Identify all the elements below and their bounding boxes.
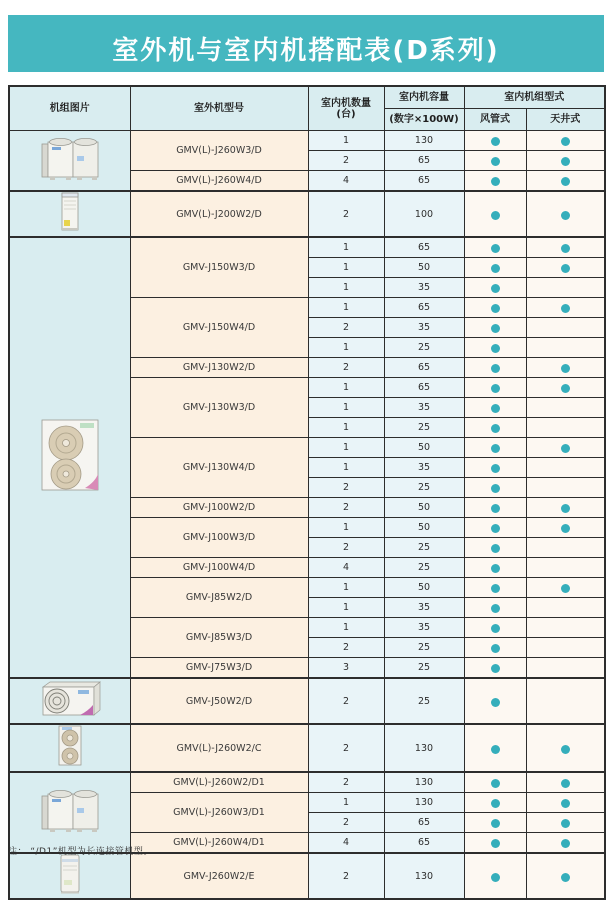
match-dot <box>561 504 570 513</box>
table-header <box>9 86 605 131</box>
cassette-type-cell <box>526 358 605 378</box>
indoor-capacity-cell: 35 <box>384 458 464 478</box>
duct-type-cell <box>464 678 526 724</box>
cassette-type-cell <box>526 618 605 638</box>
match-dot <box>561 873 570 882</box>
duct-type-cell <box>464 191 526 237</box>
match-dot <box>491 444 500 453</box>
duct-type-cell <box>464 258 526 278</box>
indoor-capacity-cell: 25 <box>384 678 464 724</box>
match-dot <box>491 244 500 253</box>
cassette-type-cell <box>526 638 605 658</box>
indoor-qty-cell: 2 <box>308 813 384 833</box>
indoor-capacity-cell: 65 <box>384 378 464 398</box>
col-header-indoor-qty <box>308 86 384 131</box>
table-row <box>9 191 605 237</box>
match-dot <box>491 344 500 353</box>
match-dot <box>561 745 570 754</box>
outdoor-unit-dual-module-icon <box>39 133 101 185</box>
duct-type-cell <box>464 338 526 358</box>
match-dot <box>491 524 500 533</box>
cassette-type-cell <box>526 658 605 679</box>
indoor-capacity-cell: 50 <box>384 578 464 598</box>
indoor-qty-cell: 2 <box>308 191 384 237</box>
indoor-qty-cell: 1 <box>308 458 384 478</box>
indoor-qty-cell: 1 <box>308 131 384 151</box>
match-dot <box>491 424 500 433</box>
indoor-capacity-cell: 65 <box>384 237 464 258</box>
indoor-qty-cell: 2 <box>308 151 384 171</box>
outdoor-model-cell: GMV-J75W3/D <box>130 658 308 679</box>
indoor-capacity-cell: 35 <box>384 398 464 418</box>
indoor-qty-cell: 1 <box>308 237 384 258</box>
match-dot <box>561 364 570 373</box>
indoor-qty-cell: 1 <box>308 418 384 438</box>
outdoor-model-cell: GMV(L)-J260W4/D <box>130 171 308 192</box>
match-dot <box>491 544 500 553</box>
duct-type-cell <box>464 358 526 378</box>
duct-type-cell <box>464 518 526 538</box>
indoor-capacity-cell: 130 <box>384 772 464 793</box>
table-row <box>9 853 605 899</box>
indoor-capacity-cell: 50 <box>384 498 464 518</box>
indoor-capacity-cell: 65 <box>384 151 464 171</box>
table-row <box>9 724 605 772</box>
indoor-capacity-cell: 65 <box>384 171 464 192</box>
match-dot <box>491 779 500 788</box>
cassette-type-cell <box>526 171 605 192</box>
match-dot <box>491 404 500 413</box>
match-dot <box>491 504 500 513</box>
table-row <box>9 678 605 724</box>
cassette-type-cell <box>526 498 605 518</box>
indoor-qty-cell: 1 <box>308 298 384 318</box>
cassette-type-cell <box>526 558 605 578</box>
outdoor-model-cell: GMV-J85W3/D <box>130 618 308 658</box>
outdoor-model-cell: GMV-J130W2/D <box>130 358 308 378</box>
match-dot <box>491 799 500 808</box>
outdoor-unit-dual-module-icon <box>39 785 101 837</box>
match-dot <box>491 157 500 166</box>
match-dot <box>491 584 500 593</box>
cassette-type-cell <box>526 724 605 772</box>
outdoor-unit-stacked-fan-icon <box>53 725 87 767</box>
indoor-qty-cell: 4 <box>308 833 384 854</box>
cassette-type-cell <box>526 518 605 538</box>
outdoor-model-cell: GMV-J130W3/D <box>130 378 308 438</box>
duct-type-cell <box>464 131 526 151</box>
duct-type-cell <box>464 418 526 438</box>
cassette-type-cell <box>526 813 605 833</box>
match-dot <box>491 384 500 393</box>
duct-type-cell <box>464 578 526 598</box>
cassette-type-cell <box>526 378 605 398</box>
indoor-qty-cell: 2 <box>308 358 384 378</box>
unit-image-cell <box>9 131 130 192</box>
indoor-capacity-cell: 35 <box>384 618 464 638</box>
match-dot <box>561 839 570 848</box>
cassette-type-cell <box>526 191 605 237</box>
match-dot <box>491 464 500 473</box>
col-header-indoor-capacity: 室内机容量 <box>384 86 464 109</box>
indoor-capacity-cell: 25 <box>384 478 464 498</box>
match-dot <box>561 524 570 533</box>
cassette-type-cell <box>526 678 605 724</box>
duct-type-cell <box>464 833 526 854</box>
outdoor-model-cell: GMV-J130W4/D <box>130 438 308 498</box>
duct-type-cell <box>464 793 526 813</box>
cassette-type-cell <box>526 438 605 458</box>
match-dot <box>491 698 500 707</box>
duct-type-cell <box>464 438 526 458</box>
match-dot <box>491 604 500 613</box>
match-dot <box>491 137 500 146</box>
duct-type-cell <box>464 598 526 618</box>
col-header-outdoor-model: 室外机型号 <box>130 86 308 131</box>
outdoor-unit-tall-cabinet-icon <box>57 854 83 894</box>
outdoor-model-cell: GMV-J260W2/E <box>130 853 308 899</box>
match-dot <box>491 484 500 493</box>
outdoor-model-cell: GMV-J150W4/D <box>130 298 308 358</box>
indoor-qty-cell: 1 <box>308 518 384 538</box>
col-header-unit-image: 机组图片 <box>9 86 130 131</box>
indoor-qty-cell: 2 <box>308 772 384 793</box>
cassette-type-cell <box>526 151 605 171</box>
col-header-capacity-unit: (数字×100W) <box>384 109 464 131</box>
cassette-type-cell <box>526 318 605 338</box>
match-dot <box>561 137 570 146</box>
table-row <box>9 772 605 793</box>
indoor-qty-cell: 2 <box>308 853 384 899</box>
cassette-type-cell <box>526 578 605 598</box>
outdoor-model-cell: GMV-J150W3/D <box>130 237 308 298</box>
outdoor-model-cell: GMV(L)-J260W2/D1 <box>130 772 308 793</box>
outdoor-model-cell: GMV-J50W2/D <box>130 678 308 724</box>
match-dot <box>561 384 570 393</box>
indoor-qty-cell: 2 <box>308 498 384 518</box>
table-row <box>9 237 605 258</box>
indoor-capacity-cell: 35 <box>384 278 464 298</box>
duct-type-cell <box>464 498 526 518</box>
duct-type-cell <box>464 724 526 772</box>
indoor-capacity-cell: 100 <box>384 191 464 237</box>
footnote: 注： “/D1”机型为长连接管机型。 <box>8 847 153 857</box>
outdoor-model-cell: GMV(L)-J260W2/C <box>130 724 308 772</box>
cassette-type-cell <box>526 833 605 854</box>
match-dot <box>561 584 570 593</box>
outdoor-unit-single-fan-icon <box>38 679 102 719</box>
cassette-type-cell <box>526 598 605 618</box>
indoor-capacity-cell: 50 <box>384 438 464 458</box>
indoor-qty-cell: 1 <box>308 793 384 813</box>
match-dot <box>561 157 570 166</box>
cassette-type-cell <box>526 258 605 278</box>
match-dot <box>561 799 570 808</box>
outdoor-model-cell: GMV(L)-J200W2/D <box>130 191 308 237</box>
outdoor-model-cell: GMV-J100W3/D <box>130 518 308 558</box>
indoor-capacity-cell: 50 <box>384 518 464 538</box>
match-dot <box>561 177 570 186</box>
indoor-qty-cell: 2 <box>308 678 384 724</box>
col-header-indoor-qty-line1: 室内机数量 <box>321 97 371 109</box>
outdoor-model-cell: GMV-J85W2/D <box>130 578 308 618</box>
duct-type-cell <box>464 278 526 298</box>
cassette-type-cell <box>526 793 605 813</box>
indoor-qty-cell: 1 <box>308 258 384 278</box>
match-dot <box>561 444 570 453</box>
match-dot <box>491 745 500 754</box>
duct-type-cell <box>464 658 526 679</box>
duct-type-cell <box>464 538 526 558</box>
duct-type-cell <box>464 378 526 398</box>
indoor-qty-cell: 3 <box>308 658 384 679</box>
indoor-capacity-cell: 25 <box>384 538 464 558</box>
indoor-capacity-cell: 25 <box>384 338 464 358</box>
indoor-capacity-cell: 25 <box>384 658 464 679</box>
indoor-qty-cell: 2 <box>308 538 384 558</box>
duct-type-cell <box>464 318 526 338</box>
match-dot <box>561 211 570 220</box>
duct-type-cell <box>464 171 526 192</box>
duct-type-cell <box>464 458 526 478</box>
indoor-qty-cell: 1 <box>308 378 384 398</box>
duct-type-cell <box>464 813 526 833</box>
matching-table <box>8 85 606 900</box>
table-row <box>9 131 605 151</box>
unit-image-cell <box>9 853 130 899</box>
indoor-qty-cell: 2 <box>308 478 384 498</box>
indoor-qty-cell: 2 <box>308 318 384 338</box>
indoor-capacity-cell: 25 <box>384 638 464 658</box>
duct-type-cell <box>464 298 526 318</box>
indoor-capacity-cell: 65 <box>384 298 464 318</box>
cassette-type-cell <box>526 538 605 558</box>
unit-image-cell <box>9 191 130 237</box>
indoor-qty-cell: 2 <box>308 724 384 772</box>
indoor-qty-cell: 4 <box>308 558 384 578</box>
indoor-capacity-cell: 35 <box>384 318 464 338</box>
duct-type-cell <box>464 772 526 793</box>
col-header-duct-type: 风管式 <box>464 109 526 131</box>
cassette-type-cell <box>526 458 605 478</box>
match-dot <box>561 264 570 273</box>
match-dot <box>561 779 570 788</box>
outdoor-model-cell: GMV-J100W4/D <box>130 558 308 578</box>
match-dot <box>491 873 500 882</box>
cassette-type-cell <box>526 278 605 298</box>
match-dot <box>491 284 500 293</box>
indoor-qty-cell: 1 <box>308 338 384 358</box>
indoor-qty-cell: 1 <box>308 618 384 638</box>
duct-type-cell <box>464 151 526 171</box>
indoor-qty-cell: 1 <box>308 278 384 298</box>
indoor-qty-cell: 1 <box>308 438 384 458</box>
indoor-qty-cell: 4 <box>308 171 384 192</box>
duct-type-cell <box>464 638 526 658</box>
duct-type-cell <box>464 398 526 418</box>
indoor-capacity-cell: 25 <box>384 418 464 438</box>
match-dot <box>491 624 500 633</box>
unit-image-cell <box>9 772 130 853</box>
duct-type-cell <box>464 558 526 578</box>
cassette-type-cell <box>526 131 605 151</box>
indoor-capacity-cell: 130 <box>384 131 464 151</box>
indoor-capacity-cell: 65 <box>384 813 464 833</box>
outdoor-model-cell: GMV(L)-J260W3/D1 <box>130 793 308 833</box>
cassette-type-cell <box>526 772 605 793</box>
indoor-qty-cell: 1 <box>308 578 384 598</box>
match-dot <box>491 324 500 333</box>
cassette-type-cell <box>526 237 605 258</box>
cassette-type-cell <box>526 478 605 498</box>
match-dot <box>491 564 500 573</box>
match-dot <box>561 244 570 253</box>
match-dot <box>491 304 500 313</box>
match-dot <box>491 819 500 828</box>
match-dot <box>491 211 500 220</box>
unit-image-cell <box>9 237 130 678</box>
outdoor-model-cell: GMV(L)-J260W3/D <box>130 131 308 171</box>
unit-image-cell <box>9 724 130 772</box>
duct-type-cell <box>464 853 526 899</box>
cassette-type-cell <box>526 418 605 438</box>
indoor-qty-cell: 1 <box>308 398 384 418</box>
indoor-capacity-cell: 130 <box>384 793 464 813</box>
cassette-type-cell <box>526 298 605 318</box>
indoor-capacity-cell: 130 <box>384 853 464 899</box>
indoor-capacity-cell: 35 <box>384 598 464 618</box>
cassette-type-cell <box>526 398 605 418</box>
indoor-qty-cell: 2 <box>308 638 384 658</box>
match-dot <box>491 264 500 273</box>
indoor-capacity-cell: 25 <box>384 558 464 578</box>
match-dot <box>491 177 500 186</box>
indoor-capacity-cell: 50 <box>384 258 464 278</box>
indoor-capacity-cell: 65 <box>384 833 464 854</box>
match-dot <box>561 304 570 313</box>
outdoor-model-cell: GMV(L)-J260W4/D1 <box>130 833 308 854</box>
col-header-indoor-unit-type: 室内机组型式 <box>464 86 605 109</box>
indoor-capacity-cell: 65 <box>384 358 464 378</box>
unit-image-cell <box>9 678 130 724</box>
table-body <box>9 131 605 900</box>
indoor-qty-cell: 1 <box>308 598 384 618</box>
duct-type-cell <box>464 618 526 638</box>
cassette-type-cell <box>526 853 605 899</box>
col-header-indoor-qty-line2: (台) <box>336 108 356 120</box>
outdoor-unit-slim-tower-icon <box>58 192 82 232</box>
page-title: 室外机与室内机搭配表(D系列) <box>8 15 604 72</box>
cassette-type-cell <box>526 338 605 358</box>
duct-type-cell <box>464 478 526 498</box>
outdoor-unit-double-fan-icon <box>35 416 105 496</box>
match-dot <box>491 644 500 653</box>
outdoor-model-cell: GMV-J100W2/D <box>130 498 308 518</box>
match-dot <box>491 839 500 848</box>
indoor-capacity-cell: 130 <box>384 724 464 772</box>
match-dot <box>491 664 500 673</box>
col-header-cassette-type: 天井式 <box>526 109 605 131</box>
match-dot <box>491 364 500 373</box>
match-dot <box>561 819 570 828</box>
duct-type-cell <box>464 237 526 258</box>
